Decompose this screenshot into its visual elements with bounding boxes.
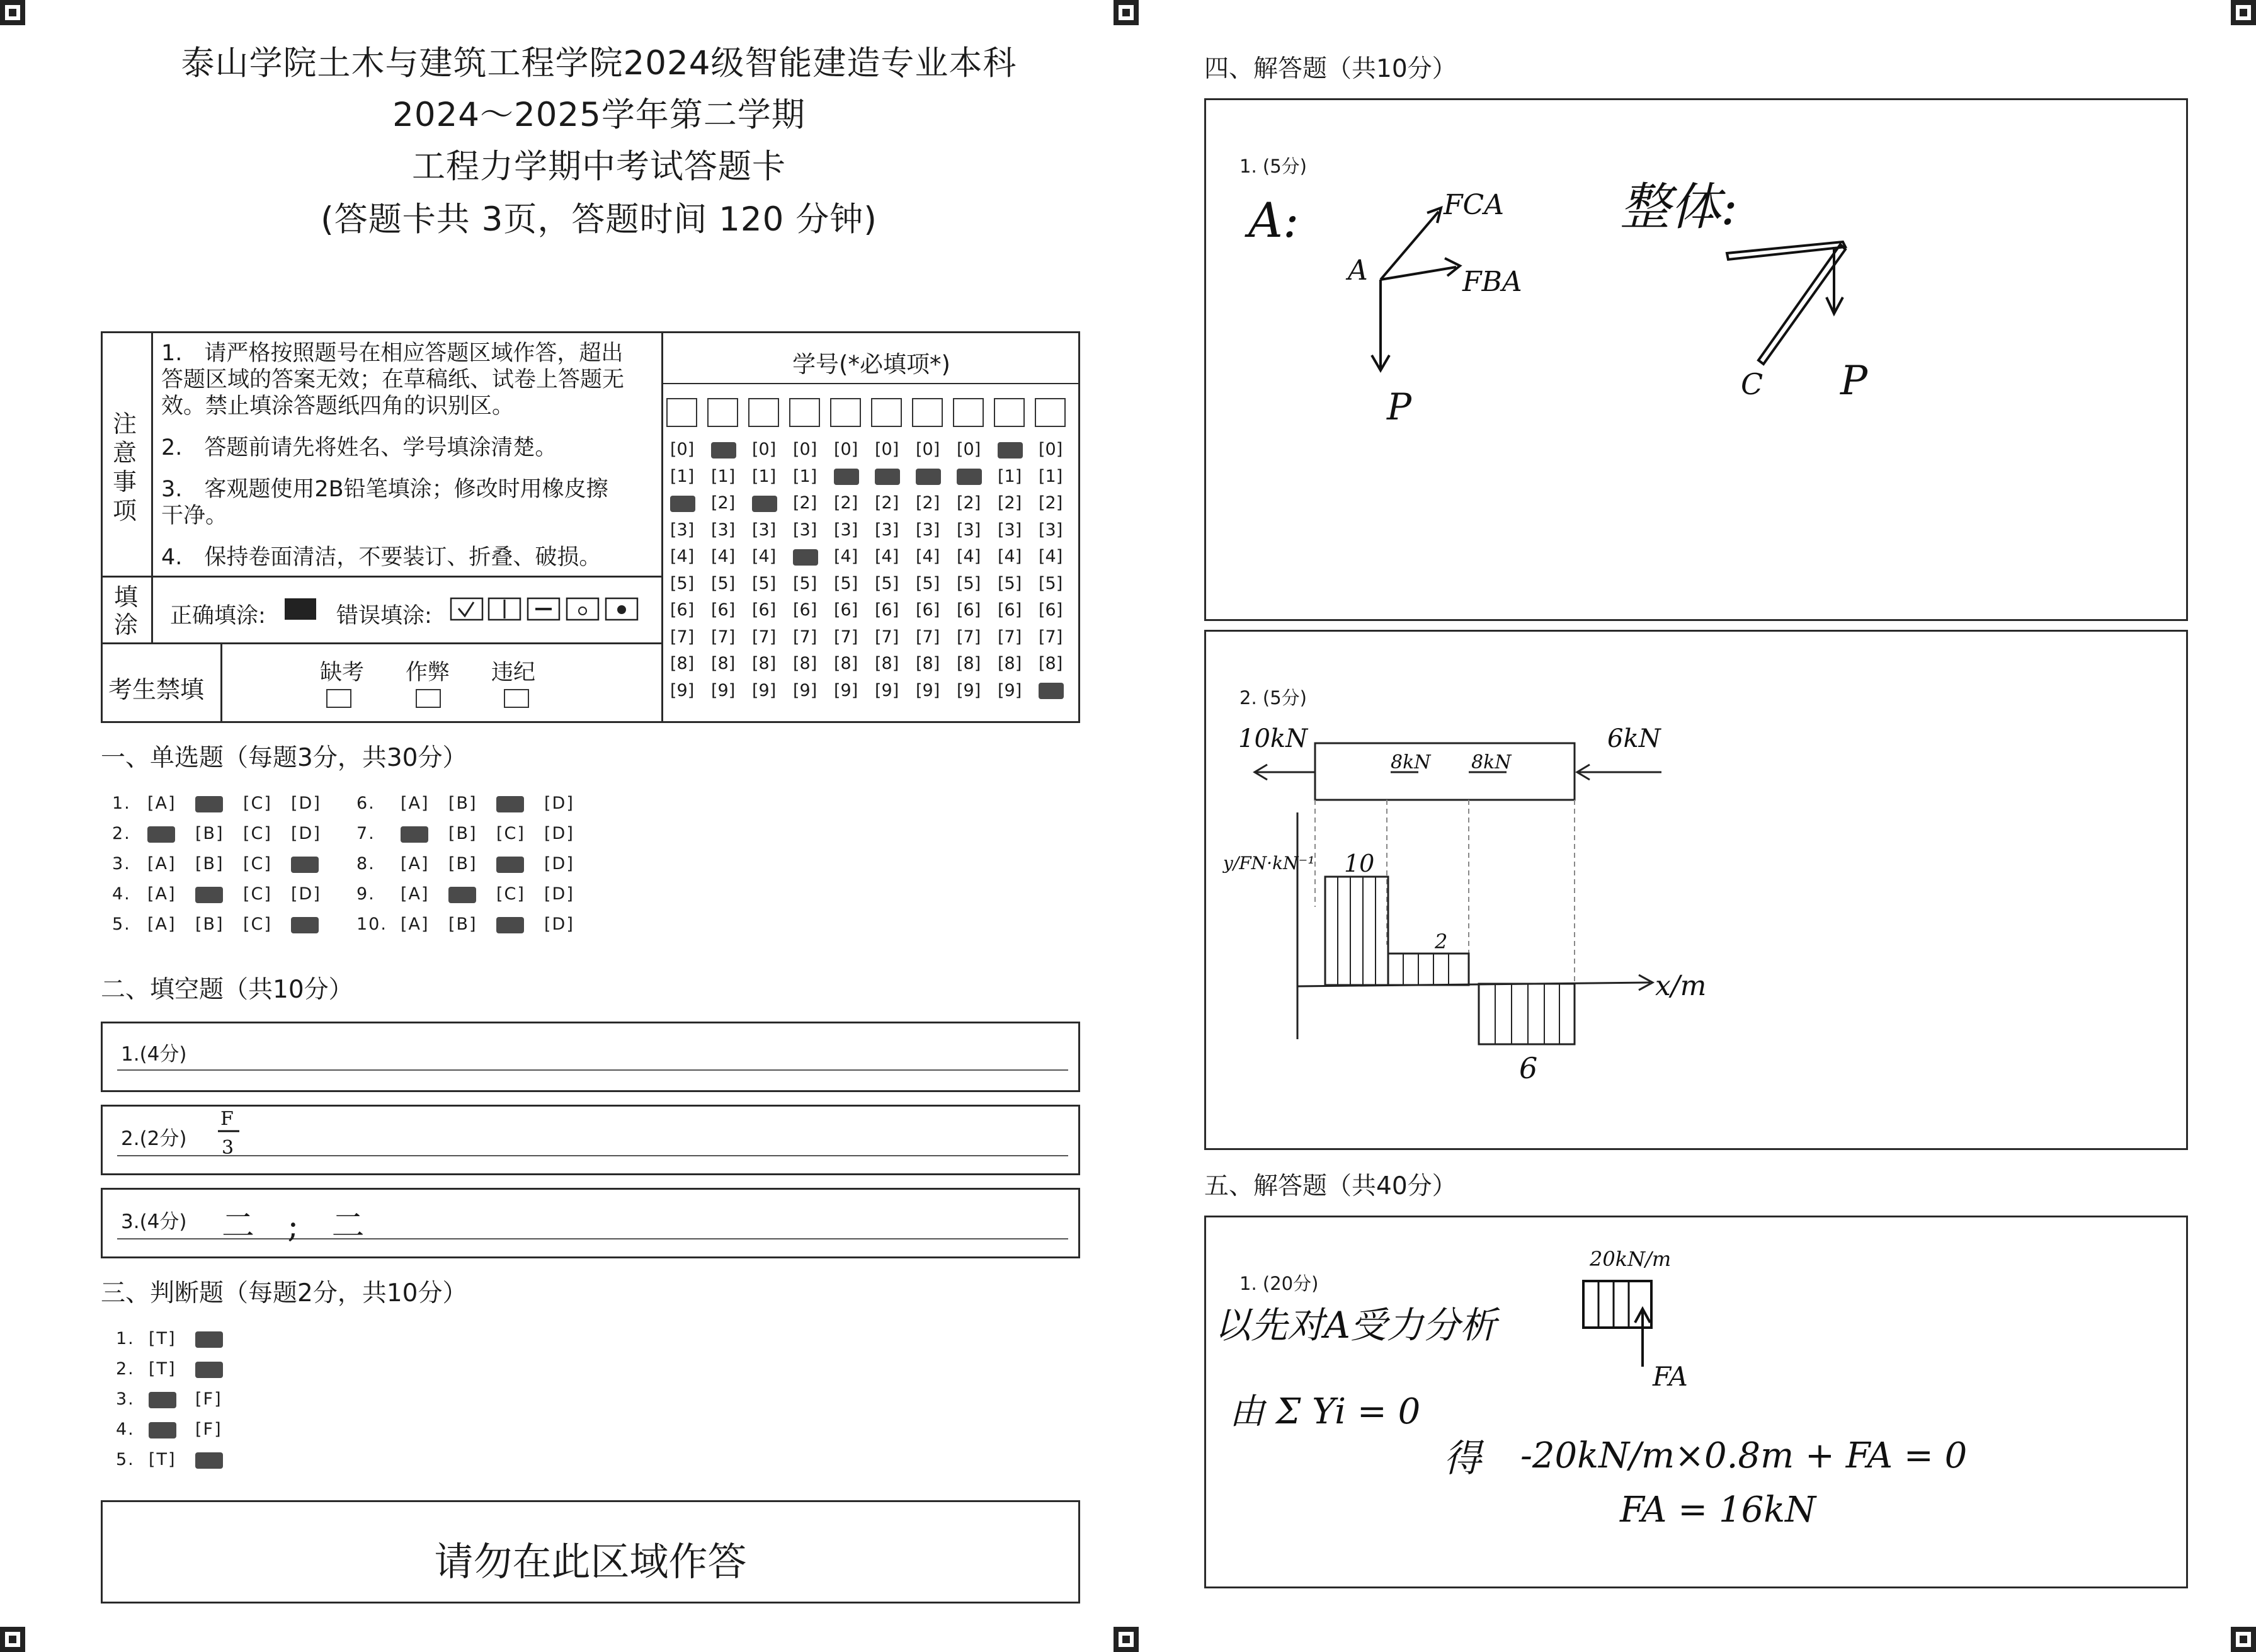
student-id-bubble[interactable]: [0]	[670, 440, 695, 459]
corner-marker-top-right	[2231, 0, 2256, 25]
mcq-option-bubble[interactable]: [A]	[401, 854, 430, 874]
section4-title: 四、解答题（共10分）	[1204, 55, 1457, 83]
mcq-option-bubble[interactable]: [D]	[291, 884, 321, 904]
fill-bottom-rule	[101, 642, 663, 644]
student-id-bubble[interactable]: [8]	[875, 654, 899, 673]
corner-marker-top-middle	[1114, 0, 1139, 25]
mcq-option-bubble[interactable]: [C]	[243, 824, 272, 843]
notice-item-1: 1. 请严格按照题号在相应答题区域作答，超出答题区域的答案无效；在草稿纸、试卷上答题无效。禁止填涂答题纸四角的识别区。	[161, 341, 625, 419]
no-answer-zone-text: 请勿在此区域作答	[434, 1539, 747, 1585]
corner-marker-bottom-left	[0, 1627, 25, 1652]
mcq-option-bubble[interactable]	[291, 916, 319, 933]
hand-8kn-b: 8kN	[1471, 751, 1512, 773]
student-id-bubble[interactable]: [7]	[916, 627, 940, 647]
student-id-bubble[interactable]: [1]	[711, 466, 736, 486]
hand-p1-label: P	[1387, 385, 1412, 428]
student-id-bubble[interactable]: [8]	[752, 654, 777, 673]
hand-whole-label: 整体:	[1620, 178, 1738, 236]
student-id-bubble[interactable]: [2]	[957, 493, 981, 513]
student-id-bubble[interactable]	[1039, 682, 1064, 700]
tf-question-number: 2.	[116, 1359, 135, 1379]
student-id-bubble[interactable]: [5]	[834, 573, 858, 593]
student-id-bubble[interactable]: [4]	[834, 547, 858, 566]
fill-correct-label: 正确填涂:	[170, 603, 266, 629]
mcq-option-bubble[interactable]: [A]	[401, 884, 430, 904]
fill-blank-2-label: 2.(2分)	[121, 1127, 187, 1150]
hand-6kn: 6kN	[1607, 724, 1661, 753]
fill-wrong-label: 错误填涂:	[336, 603, 432, 629]
student-id-bubble[interactable]: [3]	[916, 520, 940, 540]
student-id-bubble[interactable]: [6]	[834, 600, 858, 620]
student-id-digit-cell[interactable]	[707, 398, 738, 427]
hand-p2-label: P	[1840, 358, 1868, 404]
student-id-bubble[interactable]: [9]	[711, 680, 736, 700]
mcq-option-bubble[interactable]: [A]	[401, 914, 430, 934]
title-line-2: 2024～2025学年第二学期	[392, 96, 806, 134]
student-id-bubble[interactable]: [5]	[916, 573, 940, 593]
student-id-bubble[interactable]: [0]	[834, 440, 858, 459]
student-id-bubble[interactable]: [5]	[793, 573, 818, 593]
student-id-bubble[interactable]: [5]	[1039, 573, 1063, 593]
student-id-bubble[interactable]	[998, 441, 1023, 459]
tf-option-bubble[interactable]	[149, 1391, 176, 1408]
section5-q1-label: 1. (20分)	[1239, 1273, 1319, 1294]
student-id-bubble[interactable]: [5]	[670, 573, 695, 593]
hand-fba-label: FBA	[1462, 266, 1522, 298]
student-id-bubble[interactable]: [3]	[834, 520, 858, 540]
student-id-bubble[interactable]: [6]	[670, 600, 695, 620]
mcq-option-bubble[interactable]: [B]	[195, 854, 224, 874]
student-id-bubble[interactable]: [1]	[793, 466, 818, 486]
tf-question-number: 1.	[116, 1329, 135, 1348]
student-id-bubble[interactable]: [7]	[1039, 627, 1063, 647]
student-id-digit-cell[interactable]	[871, 398, 902, 427]
student-id-bubble[interactable]: [6]	[711, 600, 736, 620]
tf-question-number: 5.	[116, 1450, 135, 1469]
student-id-bubble[interactable]: [7]	[957, 627, 981, 647]
student-id-bubble[interactable]: [8]	[793, 654, 818, 673]
student-id-bubble[interactable]: [3]	[1039, 520, 1063, 540]
notice-bottom-rule	[101, 576, 663, 578]
student-id-bubble[interactable]	[957, 468, 982, 486]
status-cheat-checkbox[interactable]	[416, 689, 441, 708]
tf-option-bubble[interactable]: [T]	[149, 1329, 176, 1348]
mcq-question-number: 5.	[112, 914, 131, 934]
student-id-bubble[interactable]: [9]	[916, 680, 940, 700]
student-id-bubble[interactable]: [1]	[752, 466, 777, 486]
hand-x-axis: x/m	[1655, 970, 1707, 1002]
student-id-bubble[interactable]: [1]	[998, 466, 1022, 486]
notice-item-4: 4. 保持卷面清洁，不要装订、折叠、破损。	[161, 545, 601, 570]
student-id-bubble[interactable]: [6]	[916, 600, 940, 620]
mcq-option-bubble[interactable]: [D]	[291, 794, 321, 813]
student-id-digit-cell[interactable]	[830, 398, 861, 427]
hand-step-1: 以先对A受力分析	[1214, 1304, 1496, 1347]
tf-option-bubble[interactable]: [F]	[195, 1389, 222, 1409]
fill-blank-2-line	[117, 1155, 1068, 1156]
student-id-bubble[interactable]	[670, 494, 695, 512]
student-id-bubble[interactable]: [2]	[875, 493, 899, 513]
student-id-bubble[interactable]: [3]	[957, 520, 981, 540]
mcq-option-bubble[interactable]: [C]	[243, 854, 272, 874]
student-id-bubble[interactable]: [7]	[834, 627, 858, 647]
hand-a-label: A:	[1248, 192, 1299, 248]
mcq-option-bubble[interactable]	[147, 825, 175, 843]
hand-value-6: 6	[1519, 1051, 1538, 1085]
student-id-bubble[interactable]: [2]	[793, 493, 818, 513]
mcq-option-bubble[interactable]	[195, 795, 223, 812]
mcq-question-number: 4.	[112, 884, 131, 904]
student-id-bubble[interactable]: [5]	[711, 573, 736, 593]
mcq-question-number: 1.	[112, 794, 131, 813]
fill-blank-2-handwriting	[214, 1102, 252, 1163]
tf-option-bubble[interactable]: [F]	[195, 1420, 222, 1439]
student-id-bubble[interactable]: [4]	[670, 547, 695, 566]
mcq-option-bubble[interactable]	[195, 886, 223, 903]
student-id-bubble[interactable]: [3]	[711, 520, 736, 540]
student-id-bubble[interactable]: [4]	[957, 547, 981, 566]
student-id-bubble[interactable]: [2]	[998, 493, 1022, 513]
exam-status-label: 考生禁填	[108, 676, 205, 704]
fill-blank-3-label: 3.(4分)	[121, 1211, 187, 1233]
status-label-divider	[220, 642, 222, 723]
status-violation-checkbox[interactable]	[504, 689, 529, 708]
mcq-option-bubble[interactable]: [B]	[195, 824, 224, 843]
section5-title: 五、解答题（共40分）	[1204, 1172, 1457, 1200]
mcq-option-bubble[interactable]: [A]	[147, 884, 176, 904]
hand-8kn-a: 8kN	[1391, 751, 1431, 773]
student-id-bubble[interactable]: [4]	[998, 547, 1022, 566]
mcq-option-bubble[interactable]: [D]	[544, 794, 574, 813]
fill-wrong-samples	[450, 596, 645, 622]
info-divider-vertical	[661, 331, 663, 723]
student-id-bubble[interactable]: [4]	[711, 547, 736, 566]
mcq-option-bubble[interactable]	[291, 855, 319, 873]
mcq-option-bubble[interactable]: [A]	[147, 794, 176, 813]
mcq-question-number: 2.	[112, 824, 131, 843]
student-id-bubble[interactable]	[834, 468, 859, 486]
mcq-question-number: 3.	[112, 854, 131, 874]
mcq-option-bubble[interactable]: [D]	[544, 824, 574, 843]
hand-value-2: 2	[1435, 930, 1448, 954]
section4-q1-handwriting	[1204, 98, 2188, 621]
student-id-bubble[interactable]: [1]	[1039, 466, 1063, 486]
mcq-option-bubble[interactable]: [A]	[147, 914, 176, 934]
student-id-bubble[interactable]: [6]	[793, 600, 818, 620]
student-id-digit-cell[interactable]	[912, 398, 943, 427]
mcq-option-bubble[interactable]: [A]	[401, 794, 430, 813]
student-id-title: 学号(*必填项*)	[792, 351, 950, 378]
student-id-bubble[interactable]	[793, 548, 818, 566]
mcq-option-bubble[interactable]	[496, 916, 524, 933]
student-id-bubble[interactable]: [9]	[752, 680, 777, 700]
student-id-bubble[interactable]: [6]	[875, 600, 899, 620]
student-id-bubble[interactable]: [5]	[957, 573, 981, 593]
tf-question-number: 4.	[116, 1420, 135, 1439]
student-id-bubble[interactable]: [8]	[1039, 654, 1063, 673]
student-id-bubble[interactable]: [7]	[998, 627, 1022, 647]
student-id-bubble[interactable]: [0]	[793, 440, 818, 459]
hand-step-3: -20kN/m×0.8m + FA = 0	[1520, 1435, 1968, 1476]
mcq-option-bubble[interactable]: [C]	[496, 884, 525, 904]
mcq-option-bubble[interactable]: [C]	[496, 824, 525, 843]
student-id-bubble[interactable]: [7]	[670, 627, 695, 647]
mcq-option-bubble[interactable]: [C]	[243, 794, 272, 813]
hand-y-axis: y/FN·kN⁻¹	[1223, 853, 1315, 874]
student-id-bubble[interactable]	[875, 468, 900, 486]
svg-text:F: F	[220, 1108, 234, 1130]
status-violation-label: 违纪	[491, 660, 536, 685]
student-id-bubble[interactable]: [2]	[1039, 493, 1063, 513]
student-id-digit-cell[interactable]	[666, 398, 697, 427]
title-line-1: 泰山学院土木与建筑工程学院2024级智能建造专业本科	[181, 44, 1017, 83]
fill-blank-1-box	[101, 1022, 1080, 1092]
mcq-question-number: 10.	[356, 914, 387, 934]
student-id-bubble[interactable]: [0]	[875, 440, 899, 459]
student-id-bubble[interactable]: [5]	[875, 573, 899, 593]
student-id-bubble[interactable]: [4]	[1039, 547, 1063, 566]
student-id-bubble[interactable]: [8]	[916, 654, 940, 673]
student-id-bubble[interactable]	[916, 468, 941, 486]
student-id-digit-cell[interactable]	[789, 398, 820, 427]
mcq-option-bubble[interactable]: [B]	[195, 914, 224, 934]
corner-marker-top-left	[0, 0, 25, 25]
mcq-option-bubble[interactable]: [D]	[544, 914, 574, 934]
tf-option-bubble[interactable]: [T]	[149, 1359, 176, 1379]
student-id-bubble[interactable]: [3]	[752, 520, 777, 540]
corner-marker-bottom-middle	[1114, 1627, 1139, 1652]
student-id-bubble[interactable]: [7]	[875, 627, 899, 647]
hand-value-10: 10	[1344, 850, 1375, 877]
student-id-bubble[interactable]: [2]	[834, 493, 858, 513]
hand-point-a: A	[1348, 254, 1368, 287]
section4-q2-label: 2. (5分)	[1239, 687, 1307, 709]
student-id-bubble[interactable]: [2]	[711, 493, 736, 513]
student-id-bubble[interactable]: [0]	[1039, 440, 1063, 459]
mcq-option-bubble[interactable]	[496, 795, 524, 812]
student-id-bubble[interactable]: [0]	[752, 440, 777, 459]
hand-fa-label: FA	[1653, 1361, 1688, 1392]
student-id-bubble[interactable]: [9]	[875, 680, 899, 700]
mcq-option-bubble[interactable]: [C]	[243, 914, 272, 934]
student-id-bubble[interactable]: [5]	[752, 573, 777, 593]
student-id-digit-cell[interactable]	[748, 398, 779, 427]
student-id-bubble[interactable]: [7]	[711, 627, 736, 647]
mcq-option-bubble[interactable]	[496, 855, 524, 873]
mcq-option-bubble[interactable]: [A]	[147, 854, 176, 874]
student-id-bubble[interactable]: [9]	[670, 680, 695, 700]
svg-text:3: 3	[222, 1137, 234, 1159]
hand-step-2: 由 Σ Yi = 0	[1229, 1391, 1421, 1432]
student-id-bubble[interactable]: [3]	[875, 520, 899, 540]
student-id-bubble[interactable]: [6]	[1039, 600, 1063, 620]
hand-step-3-prefix: 得	[1444, 1437, 1481, 1481]
section2-title: 二、填空题（共10分）	[101, 976, 353, 1004]
student-id-bubble[interactable]: [6]	[957, 600, 981, 620]
mcq-option-bubble[interactable]: [B]	[448, 914, 477, 934]
section3-title: 三、判断题（每题2分，共10分）	[101, 1279, 467, 1307]
tf-question-number: 3.	[116, 1389, 135, 1409]
notice-item-2: 2. 答题前请先将姓名、学号填涂清楚。	[161, 435, 557, 460]
section1-title: 一、单选题（每题3分，共30分）	[101, 744, 467, 772]
fill-blank-1-line	[117, 1069, 1068, 1071]
hand-load-label: 20kN/m	[1590, 1247, 1672, 1271]
student-id-bubble[interactable]: [6]	[998, 600, 1022, 620]
tf-option-bubble[interactable]	[195, 1360, 223, 1378]
fill-blank-3-handwriting: 二 ; 二	[222, 1207, 376, 1245]
title-line-4: (答题卡共 3页，答题时间 120 分钟)	[321, 200, 877, 239]
mcq-option-bubble[interactable]	[448, 886, 476, 903]
fill-correct-sample	[285, 598, 316, 620]
student-id-bubble[interactable]: [7]	[793, 627, 818, 647]
student-id-digit-cell[interactable]	[994, 398, 1025, 427]
student-id-bubble[interactable]: [8]	[834, 654, 858, 673]
student-id-bubble[interactable]: [9]	[834, 680, 858, 700]
student-id-bubble[interactable]: [7]	[752, 627, 777, 647]
hand-step-4: FA = 16kN	[1620, 1490, 1816, 1530]
section4-q2-handwriting	[1204, 630, 2188, 1150]
student-id-bubble[interactable]: [3]	[670, 520, 695, 540]
mcq-option-bubble[interactable]: [B]	[448, 854, 477, 874]
student-id-bubble[interactable]: [8]	[711, 654, 736, 673]
mcq-question-number: 7.	[356, 824, 375, 843]
mcq-option-bubble[interactable]: [C]	[243, 884, 272, 904]
student-id-bubble[interactable]	[752, 494, 777, 512]
student-id-bubble[interactable]: [8]	[670, 654, 695, 673]
tf-option-bubble[interactable]	[195, 1451, 223, 1469]
student-id-bubble[interactable]: [9]	[793, 680, 818, 700]
student-id-bubble[interactable]: [4]	[916, 547, 940, 566]
student-id-bubble[interactable]: [8]	[957, 654, 981, 673]
tf-option-bubble[interactable]	[149, 1421, 176, 1438]
mcq-question-number: 8.	[356, 854, 375, 874]
hand-c-label: C	[1741, 367, 1763, 401]
notice-item-3: 3. 客观题使用2B铅笔填涂；修改时用橡皮擦干净。	[161, 477, 608, 528]
student-id-bubble[interactable]: [4]	[875, 547, 899, 566]
mcq-option-bubble[interactable]: [B]	[448, 824, 477, 843]
status-absent-label: 缺考	[320, 660, 365, 685]
student-id-bubble[interactable]: [8]	[998, 654, 1022, 673]
student-id-bubble[interactable]: [5]	[998, 573, 1022, 593]
student-id-bubble[interactable]: [1]	[670, 466, 695, 486]
mcq-option-bubble[interactable]: [D]	[544, 854, 574, 874]
tf-option-bubble[interactable]: [T]	[149, 1450, 176, 1469]
notice-label-divider	[151, 331, 153, 577]
student-id-bubble[interactable]: [0]	[957, 440, 981, 459]
status-cheat-label: 作弊	[406, 660, 450, 685]
student-id-bubble[interactable]: [4]	[752, 547, 777, 566]
hand-10kn: 10kN	[1238, 724, 1308, 753]
mcq-question-number: 6.	[356, 794, 375, 813]
student-id-bubble[interactable]: [9]	[998, 680, 1022, 700]
student-id-bubble[interactable]: [0]	[916, 440, 940, 459]
mcq-option-bubble[interactable]: [D]	[544, 884, 574, 904]
student-id-bubble[interactable]: [3]	[793, 520, 818, 540]
section4-q1-label: 1. (5分)	[1239, 156, 1307, 177]
fill-label: 填涂	[113, 583, 138, 639]
student-id-bubble[interactable]: [9]	[957, 680, 981, 700]
student-id-bubble[interactable]: [2]	[916, 493, 940, 513]
mcq-option-bubble[interactable]	[401, 825, 428, 843]
student-id-bubble[interactable]: [6]	[752, 600, 777, 620]
notice-label: 注意事项	[112, 410, 137, 525]
student-id-bubble[interactable]	[711, 441, 736, 459]
student-id-title-rule	[663, 383, 1080, 384]
mcq-option-bubble[interactable]: [D]	[291, 824, 321, 843]
fill-blank-1-label: 1.(4分)	[121, 1043, 187, 1066]
status-absent-checkbox[interactable]	[326, 689, 351, 708]
hand-fca-label: FCA	[1444, 189, 1504, 221]
mcq-question-number: 9.	[356, 884, 375, 904]
section5-q1-handwriting	[1204, 1216, 2188, 1588]
student-id-digit-cell[interactable]	[953, 398, 984, 427]
mcq-option-bubble[interactable]: [B]	[448, 794, 477, 813]
fill-label-divider	[151, 576, 153, 644]
student-id-digit-cell[interactable]	[1035, 398, 1066, 427]
corner-marker-bottom-right	[2231, 1627, 2256, 1652]
title-line-3: 工程力学期中考试答题卡	[412, 147, 786, 186]
student-id-bubble[interactable]: [3]	[998, 520, 1022, 540]
tf-option-bubble[interactable]	[195, 1330, 223, 1348]
